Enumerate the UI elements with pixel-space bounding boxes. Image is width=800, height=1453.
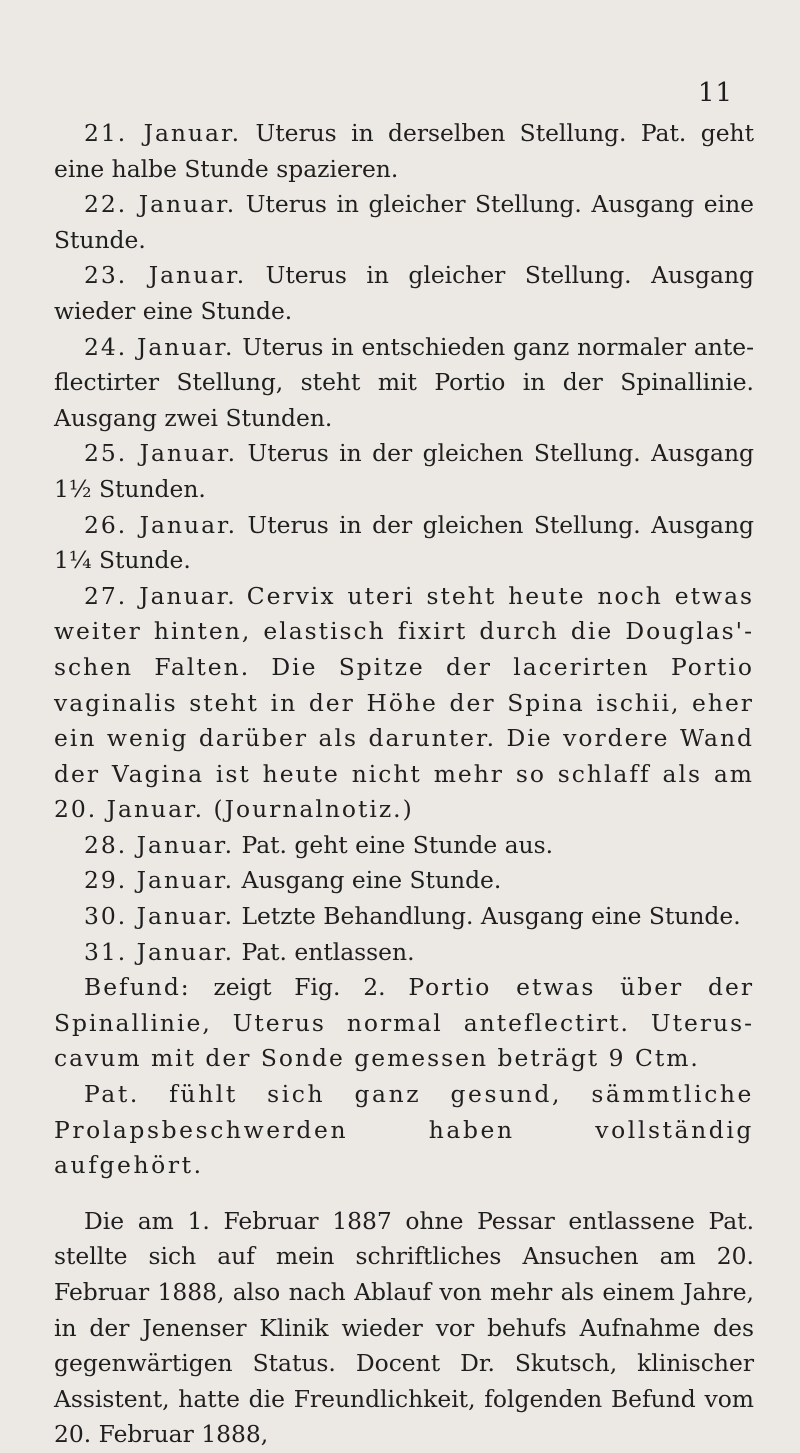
entry-text: Uterus in derselben Stellung. Pat. geht eine halbe Stunde spazieren. [54,119,755,183]
entry-paragraph [54,436,754,507]
entry-paragraph [54,258,754,329]
entry-text: Uterus in gleicher Stellung. Ausgang eine Stunde. [54,190,755,254]
entry-text: Pat. entlassen. [241,937,415,966]
closing-paragraph [54,1077,754,1184]
entry-paragraph [54,579,754,828]
befund-paragraph [54,970,754,1077]
befund-text: Portio etwas über der Spinallinie, Uterus normal anteflectirt. Uterus-cavum mit der Sonde gemessen beträgt 9 Ctm. [54,973,755,1073]
entry-text: Uterus in gleicher Stellung. Ausgang wieder eine Stunde. [54,261,755,325]
entry-date: 22. Januar. [84,190,237,219]
entry-text: Pat. geht eine Stunde aus. [241,830,554,859]
entry-date: 31. Januar. [84,937,235,966]
befund-label: Befund: [84,973,191,1002]
entry-date: 21. Januar. [84,119,242,147]
entry-paragraph [54,116,754,187]
entry-date: 23. Januar. [84,261,247,290]
body-text [54,116,754,1453]
entry-text: Cervix uteri steht heute noch etwas weiter hinten, elastisch fixirt durch die Douglas'-schen Falten. Die Spitze der lacerirten Portio vaginalis steht in der Höhe der Spina ischii, eher ein wenig darüber als darunter. Die vordere Wand der Vagina ist heute nicht mehr so schlaff als am 20. Januar. (Journalnotiz.) [54,581,755,824]
entry-paragraph [54,935,754,971]
followup-text: Die am 1. Februar 1887 ohne Pessar entlassene Pat. stellte sich auf mein schriftliches Ansuchen am 20. Februar 1888, also nach Ablauf von mehr als einem Jahre, in der Jenenser Klinik wieder vor behufs Aufnahme des gegenwärtigen Status. Docent Dr. Skutsch, klinischer Assistent, hatte die Freundlichkeit, folgenden Befund vom 20. Februar 1888, [54,1206,754,1449]
entry-date: 24. Januar. [84,332,235,361]
entry-date: 26. Januar. [84,510,238,539]
befund-figure-ref: zeigt Fig. 2. [213,973,386,1002]
entry-date: 29. Januar. [84,866,235,895]
followup-paragraph [54,1204,754,1453]
entry-date: 28. Januar. [84,830,235,859]
entry-date: 30. Januar. [84,902,235,931]
entry-paragraph [54,828,754,864]
entry-text: Uterus in entschieden ganz normaler ante-flectirter Stellung, steht mit Portio in der Spinallinie. Ausgang zwei Stunden. [54,332,755,432]
entry-paragraph [54,187,754,258]
entry-paragraph [54,899,754,935]
entry-date: 27. Januar. [84,581,237,610]
page-number: 11 [698,78,734,108]
entry-date: 25. Januar. [84,439,238,468]
entry-paragraph [54,330,754,437]
entry-text: Letzte Behandlung. Ausgang eine Stunde. [241,902,741,931]
entry-paragraph [54,863,754,899]
entry-paragraph [54,508,754,579]
entry-text: Uterus in der gleichen Stellung. Ausgang 1¼ Stunde. [54,510,754,575]
entry-text: Ausgang eine Stunde. [241,866,502,895]
entry-text: Uterus in der gleichen Stellung. Ausgang 1½ Stunden. [54,439,754,503]
closing-text: Pat. fühlt sich ganz gesund, sämmtliche Prolapsbeschwerden haben vollständig aufgehört. [54,1080,754,1180]
